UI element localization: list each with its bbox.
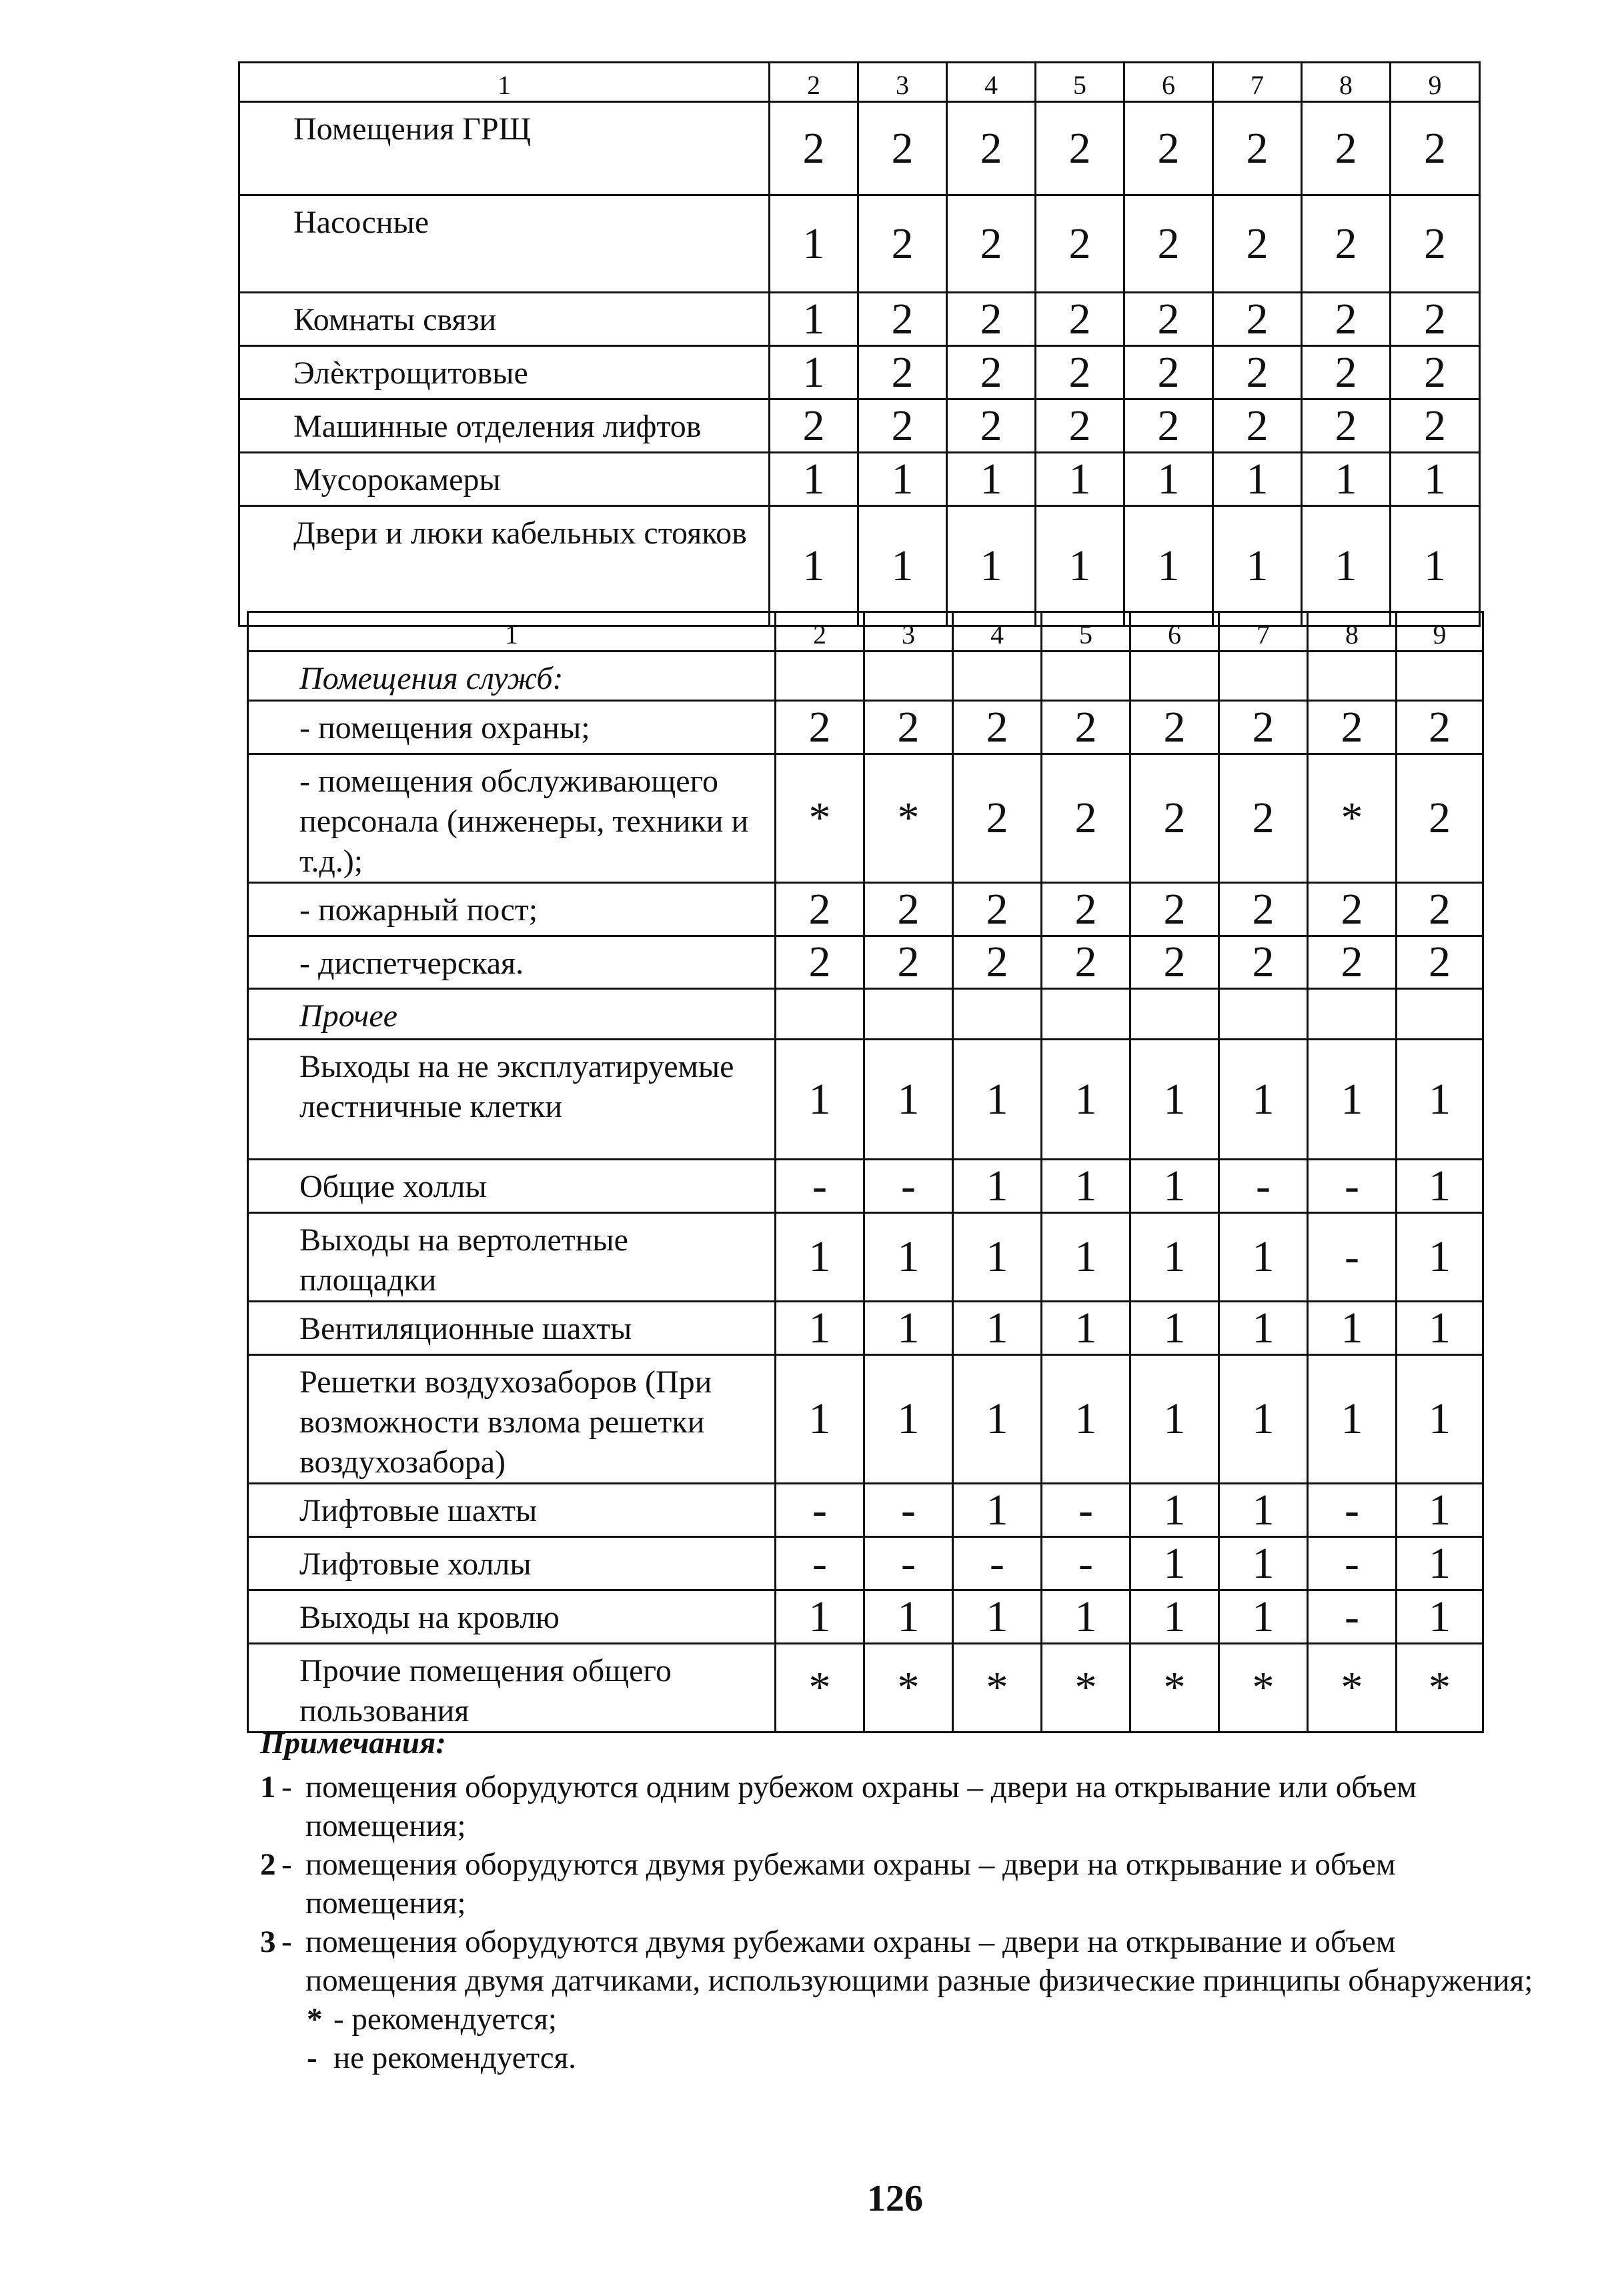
note-continuation: помещения; <box>305 1809 466 1843</box>
room-label: Двери и люки кабельных стояков <box>239 506 770 626</box>
requirement-value: 1 <box>1130 1484 1219 1537</box>
requirement-value: 2 <box>1391 195 1480 293</box>
requirement-value: 1 <box>1391 453 1480 506</box>
requirement-value: 2 <box>953 883 1042 936</box>
requirement-value: 1 <box>864 1040 953 1160</box>
requirement-value: 1 <box>864 1355 953 1484</box>
room-label: Лифтовые холлы <box>248 1537 776 1590</box>
column-number: 1 <box>248 612 776 652</box>
requirement-value: - <box>864 1537 953 1590</box>
requirement-value <box>1397 652 1483 701</box>
room-label: Выходы на кровлю <box>248 1590 776 1644</box>
requirement-value: * <box>1130 1644 1219 1733</box>
requirement-value: 1 <box>858 506 947 626</box>
column-number: 4 <box>947 63 1036 102</box>
note-continuation: помещения; <box>305 1886 466 1921</box>
requirement-value: * <box>1042 1644 1130 1733</box>
requirement-value: 2 <box>1397 936 1483 989</box>
table-row <box>239 346 1480 399</box>
requirement-value <box>1397 989 1483 1040</box>
note-item <box>260 1768 1567 1807</box>
column-number: 9 <box>1391 63 1480 102</box>
room-label: - пожарный пост; <box>248 883 776 936</box>
requirement-value: 1 <box>1124 506 1213 626</box>
requirement-value: 1 <box>1397 1213 1483 1302</box>
requirement-value: 2 <box>1124 399 1213 453</box>
requirement-value: 1 <box>953 1590 1042 1644</box>
requirement-value: 1 <box>1130 1590 1219 1644</box>
requirement-value: 2 <box>1036 346 1124 399</box>
requirement-value: - <box>1308 1160 1397 1213</box>
requirement-value: 2 <box>1302 102 1391 195</box>
table-row <box>239 102 1480 195</box>
requirement-value: 1 <box>1036 453 1124 506</box>
table-row <box>248 754 1483 883</box>
requirement-value: * <box>776 1644 864 1733</box>
table-row <box>248 883 1483 936</box>
table-row <box>248 1213 1483 1302</box>
requirement-value: 2 <box>947 102 1036 195</box>
requirement-value: 1 <box>864 1213 953 1302</box>
requirement-value: 2 <box>1042 701 1130 754</box>
note-dash: - <box>281 1770 292 1805</box>
requirement-value: * <box>1397 1644 1483 1733</box>
table-row <box>248 1644 1483 1733</box>
requirement-value: - <box>776 1484 864 1537</box>
requirement-value: 1 <box>1219 1302 1308 1355</box>
column-number: 9 <box>1397 612 1483 652</box>
requirement-value: 1 <box>1302 506 1391 626</box>
requirement-value: * <box>776 754 864 883</box>
requirement-value: 2 <box>1213 293 1302 346</box>
note-text: помещения оборудуются двумя рубежами охраны – двери на открывание и объем <box>305 1925 1396 1959</box>
requirement-value: 1 <box>947 453 1036 506</box>
requirement-value: 2 <box>947 346 1036 399</box>
legend-text: не рекомендуется. <box>333 2041 576 2075</box>
room-label: Машинные отделения лифтов <box>239 399 770 453</box>
requirement-value: 2 <box>1124 346 1213 399</box>
table-row <box>239 506 1480 626</box>
table-row <box>248 989 1483 1040</box>
room-label: Мусорокамеры <box>239 453 770 506</box>
requirement-value: 2 <box>770 399 858 453</box>
requirement-value: 2 <box>1397 701 1483 754</box>
requirement-value: 1 <box>1219 1355 1308 1484</box>
requirement-value: 1 <box>858 453 947 506</box>
room-label: - помещения обслуживающего персонала (инженеры, техники и т.д.); <box>248 754 776 883</box>
room-label: Решетки воздухозаборов (При возможности взлома решетки воздухозабора) <box>248 1355 776 1484</box>
requirement-value: * <box>1308 1644 1397 1733</box>
requirement-value: 1 <box>776 1355 864 1484</box>
requirement-value: 1 <box>1219 1537 1308 1590</box>
requirement-value: 2 <box>947 293 1036 346</box>
requirement-value: * <box>1219 1644 1308 1733</box>
requirement-value: 1 <box>1308 1040 1397 1160</box>
table-row <box>248 1302 1483 1355</box>
requirement-value: 2 <box>1302 293 1391 346</box>
requirement-value <box>864 989 953 1040</box>
requirement-value: 2 <box>1391 346 1480 399</box>
note-item <box>260 1845 1567 1884</box>
notes-title: Примечания: <box>260 1726 446 1761</box>
note-text: помещения оборудуются одним рубежом охраны – двери на открывание или объем <box>305 1770 1417 1805</box>
requirement-value: 1 <box>1130 1355 1219 1484</box>
requirement-value: 2 <box>947 195 1036 293</box>
requirement-value: * <box>1308 754 1397 883</box>
requirement-value <box>776 989 864 1040</box>
table-row <box>248 1040 1483 1160</box>
requirement-value: 1 <box>1397 1484 1483 1537</box>
room-label: Лифтовые шахты <box>248 1484 776 1537</box>
requirement-value: 1 <box>1219 1484 1308 1537</box>
requirement-value: 1 <box>1213 506 1302 626</box>
note-number: 3 <box>260 1925 276 1959</box>
room-label: Общие холлы <box>248 1160 776 1213</box>
note-number: 1 <box>260 1770 276 1805</box>
table-row <box>248 1537 1483 1590</box>
requirement-value: 2 <box>776 701 864 754</box>
requirement-value: 2 <box>864 883 953 936</box>
requirement-value <box>1130 989 1219 1040</box>
legend-item <box>307 2039 1567 2077</box>
legend-item <box>307 2000 1567 2039</box>
requirement-value <box>1130 652 1219 701</box>
legend-symbol: - <box>307 2041 317 2075</box>
requirement-value: 2 <box>1042 754 1130 883</box>
requirement-value: * <box>864 1644 953 1733</box>
requirement-value: 2 <box>1308 883 1397 936</box>
requirement-value: 2 <box>953 754 1042 883</box>
requirement-value: 1 <box>1219 1040 1308 1160</box>
requirement-value: 1 <box>1036 506 1124 626</box>
table-row <box>248 652 1483 701</box>
requirement-value: 1 <box>1302 453 1391 506</box>
requirement-value: 1 <box>953 1213 1042 1302</box>
column-number: 8 <box>1302 63 1391 102</box>
requirement-value <box>1042 989 1130 1040</box>
requirement-value <box>1308 652 1397 701</box>
requirement-value: 2 <box>953 701 1042 754</box>
room-label: Вентиляционные шахты <box>248 1302 776 1355</box>
requirement-value: - <box>1219 1160 1308 1213</box>
requirement-value: 2 <box>1302 399 1391 453</box>
requirement-value: 1 <box>1042 1302 1130 1355</box>
table-row <box>239 293 1480 346</box>
column-number: 3 <box>864 612 953 652</box>
legend-text: - рекомендуется; <box>333 2002 557 2037</box>
requirement-value: 1 <box>1219 1213 1308 1302</box>
room-label: Помещения служб: <box>248 652 776 701</box>
column-number: 2 <box>776 612 864 652</box>
requirement-value: 1 <box>1042 1213 1130 1302</box>
requirement-value: 2 <box>1213 346 1302 399</box>
requirement-value <box>1042 652 1130 701</box>
requirement-value <box>953 989 1042 1040</box>
requirement-value: 2 <box>1036 102 1124 195</box>
column-number: 3 <box>858 63 947 102</box>
column-number-row <box>239 63 1480 102</box>
table-upper <box>238 61 1481 627</box>
room-label: Элѐктрощитовые <box>239 346 770 399</box>
requirement-value: 1 <box>1397 1590 1483 1644</box>
column-number: 8 <box>1308 612 1397 652</box>
requirement-value: 1 <box>1213 453 1302 506</box>
requirement-value: * <box>953 1644 1042 1733</box>
requirement-value: 1 <box>1042 1590 1130 1644</box>
requirement-value: 2 <box>1302 195 1391 293</box>
column-number: 1 <box>239 63 770 102</box>
table-row <box>248 1484 1483 1537</box>
requirement-value: 2 <box>858 346 947 399</box>
column-number: 6 <box>1130 612 1219 652</box>
requirement-value: 2 <box>776 883 864 936</box>
requirement-value: 1 <box>776 1590 864 1644</box>
requirement-value: 1 <box>864 1590 953 1644</box>
requirement-value: 2 <box>1219 883 1308 936</box>
requirement-value: 1 <box>1397 1355 1483 1484</box>
column-number: 7 <box>1213 63 1302 102</box>
requirement-value: 2 <box>1130 754 1219 883</box>
requirement-value: 2 <box>1391 102 1480 195</box>
requirement-value: 1 <box>1397 1040 1483 1160</box>
requirement-value: 1 <box>1397 1302 1483 1355</box>
requirement-value: 2 <box>1036 195 1124 293</box>
requirement-value: 1 <box>776 1040 864 1160</box>
notes-list <box>260 1768 1567 2000</box>
column-number: 2 <box>770 63 858 102</box>
requirement-value: 1 <box>864 1302 953 1355</box>
column-number: 6 <box>1124 63 1213 102</box>
room-label: - диспетчерская. <box>248 936 776 989</box>
room-label: Помещения ГРЩ <box>239 102 770 195</box>
requirement-value <box>953 652 1042 701</box>
table-row <box>239 195 1480 293</box>
requirement-value: 1 <box>770 453 858 506</box>
requirement-value: 1 <box>947 506 1036 626</box>
requirement-value: 2 <box>1213 195 1302 293</box>
requirement-value: 1 <box>953 1160 1042 1213</box>
requirement-value: 2 <box>1391 293 1480 346</box>
requirement-value: 1 <box>1397 1537 1483 1590</box>
table-row <box>248 701 1483 754</box>
table-row <box>248 1160 1483 1213</box>
requirement-value: 1 <box>1397 1160 1483 1213</box>
requirement-value: 2 <box>1036 399 1124 453</box>
requirement-value: - <box>864 1160 953 1213</box>
requirement-value: 2 <box>770 102 858 195</box>
room-label: Выходы на вертолетные площадки <box>248 1213 776 1302</box>
room-label: Насосные <box>239 195 770 293</box>
requirement-value: 1 <box>1130 1040 1219 1160</box>
requirement-value: - <box>864 1484 953 1537</box>
requirement-value: 2 <box>947 399 1036 453</box>
requirement-value: 2 <box>1130 883 1219 936</box>
requirement-value: - <box>953 1537 1042 1590</box>
room-label: Прочие помещения общего пользования <box>248 1644 776 1733</box>
table-row <box>248 1590 1483 1644</box>
legend-list <box>260 2000 1567 2077</box>
requirement-value: 2 <box>1124 293 1213 346</box>
note-item <box>260 1923 1567 1961</box>
table-row <box>239 453 1480 506</box>
requirement-value: 1 <box>770 506 858 626</box>
room-label: Комнаты связи <box>239 293 770 346</box>
requirement-value: 1 <box>770 346 858 399</box>
requirement-value: 2 <box>1042 883 1130 936</box>
requirement-value: 2 <box>864 936 953 989</box>
column-number: 5 <box>1042 612 1130 652</box>
requirement-value: - <box>776 1160 864 1213</box>
requirement-value: 2 <box>953 936 1042 989</box>
requirement-value: 2 <box>1397 883 1483 936</box>
note-continuation: помещения двумя датчиками, использующими разные физические принципы обнаружения; <box>305 1963 1533 1998</box>
requirement-value: 2 <box>858 293 947 346</box>
requirement-value: 2 <box>1308 701 1397 754</box>
requirement-value <box>864 652 953 701</box>
requirement-value: 2 <box>858 102 947 195</box>
requirement-value: 2 <box>858 195 947 293</box>
requirement-value: - <box>1308 1537 1397 1590</box>
requirement-value: - <box>1308 1213 1397 1302</box>
requirement-value: 2 <box>1308 936 1397 989</box>
requirement-value: 2 <box>1124 102 1213 195</box>
requirement-value: - <box>1042 1537 1130 1590</box>
requirement-value: 1 <box>1042 1355 1130 1484</box>
requirement-value: - <box>1042 1484 1130 1537</box>
requirement-value: 1 <box>953 1355 1042 1484</box>
table-lower <box>247 611 1484 1733</box>
requirement-value: 2 <box>1219 936 1308 989</box>
requirement-value: 2 <box>1302 346 1391 399</box>
requirement-value <box>1219 652 1308 701</box>
requirement-value: 1 <box>770 195 858 293</box>
requirement-value: 2 <box>1219 754 1308 883</box>
requirement-value: 1 <box>1130 1537 1219 1590</box>
requirement-value: 2 <box>1036 293 1124 346</box>
table-row <box>248 936 1483 989</box>
column-number: 7 <box>1219 612 1308 652</box>
requirement-value: 2 <box>1213 102 1302 195</box>
requirement-value: 1 <box>1130 1213 1219 1302</box>
requirement-value: 1 <box>1124 453 1213 506</box>
legend-symbol: * <box>307 2002 323 2037</box>
column-number: 4 <box>953 612 1042 652</box>
requirement-value: 1 <box>953 1302 1042 1355</box>
note-number: 2 <box>260 1847 276 1882</box>
column-number-row <box>248 612 1483 652</box>
requirement-value <box>1308 989 1397 1040</box>
room-label: - помещения охраны; <box>248 701 776 754</box>
requirement-value: 2 <box>1219 701 1308 754</box>
table-row <box>248 1355 1483 1484</box>
requirement-value: 1 <box>953 1040 1042 1160</box>
room-label: Прочее <box>248 989 776 1040</box>
requirement-value: 1 <box>776 1302 864 1355</box>
requirement-value: 1 <box>770 293 858 346</box>
requirement-value <box>776 652 864 701</box>
page-number: 126 <box>867 2178 923 2219</box>
requirement-value: 1 <box>953 1484 1042 1537</box>
requirement-value: 1 <box>1308 1355 1397 1484</box>
requirement-value: 1 <box>1308 1302 1397 1355</box>
requirement-value: - <box>1308 1590 1397 1644</box>
table-row <box>239 399 1480 453</box>
requirement-value: 2 <box>1130 701 1219 754</box>
requirement-value: 1 <box>1130 1302 1219 1355</box>
requirement-value: 2 <box>776 936 864 989</box>
requirement-value: * <box>864 754 953 883</box>
requirement-value: 2 <box>864 701 953 754</box>
requirement-value: - <box>1308 1484 1397 1537</box>
note-dash: - <box>281 1925 292 1959</box>
requirement-value: 2 <box>1397 754 1483 883</box>
note-dash: - <box>281 1847 292 1882</box>
requirement-value <box>1219 989 1308 1040</box>
requirement-value: - <box>776 1537 864 1590</box>
requirement-value: 1 <box>1130 1160 1219 1213</box>
requirement-value: 2 <box>1042 936 1130 989</box>
requirement-value: 2 <box>1130 936 1219 989</box>
requirement-value: 1 <box>776 1213 864 1302</box>
room-label: Выходы на не эксплуатируемые лестничные клетки <box>248 1040 776 1160</box>
notes-section <box>260 1724 1567 2077</box>
requirement-value: 2 <box>1391 399 1480 453</box>
requirement-value: 2 <box>1213 399 1302 453</box>
requirement-value: 2 <box>858 399 947 453</box>
requirement-value: 1 <box>1042 1040 1130 1160</box>
requirement-value: 1 <box>1391 506 1480 626</box>
requirement-value: 1 <box>1042 1160 1130 1213</box>
requirement-value: 2 <box>1124 195 1213 293</box>
column-number: 5 <box>1036 63 1124 102</box>
note-text: помещения оборудуются двумя рубежами охраны – двери на открывание и объем <box>305 1847 1396 1882</box>
requirement-value: 1 <box>1219 1590 1308 1644</box>
